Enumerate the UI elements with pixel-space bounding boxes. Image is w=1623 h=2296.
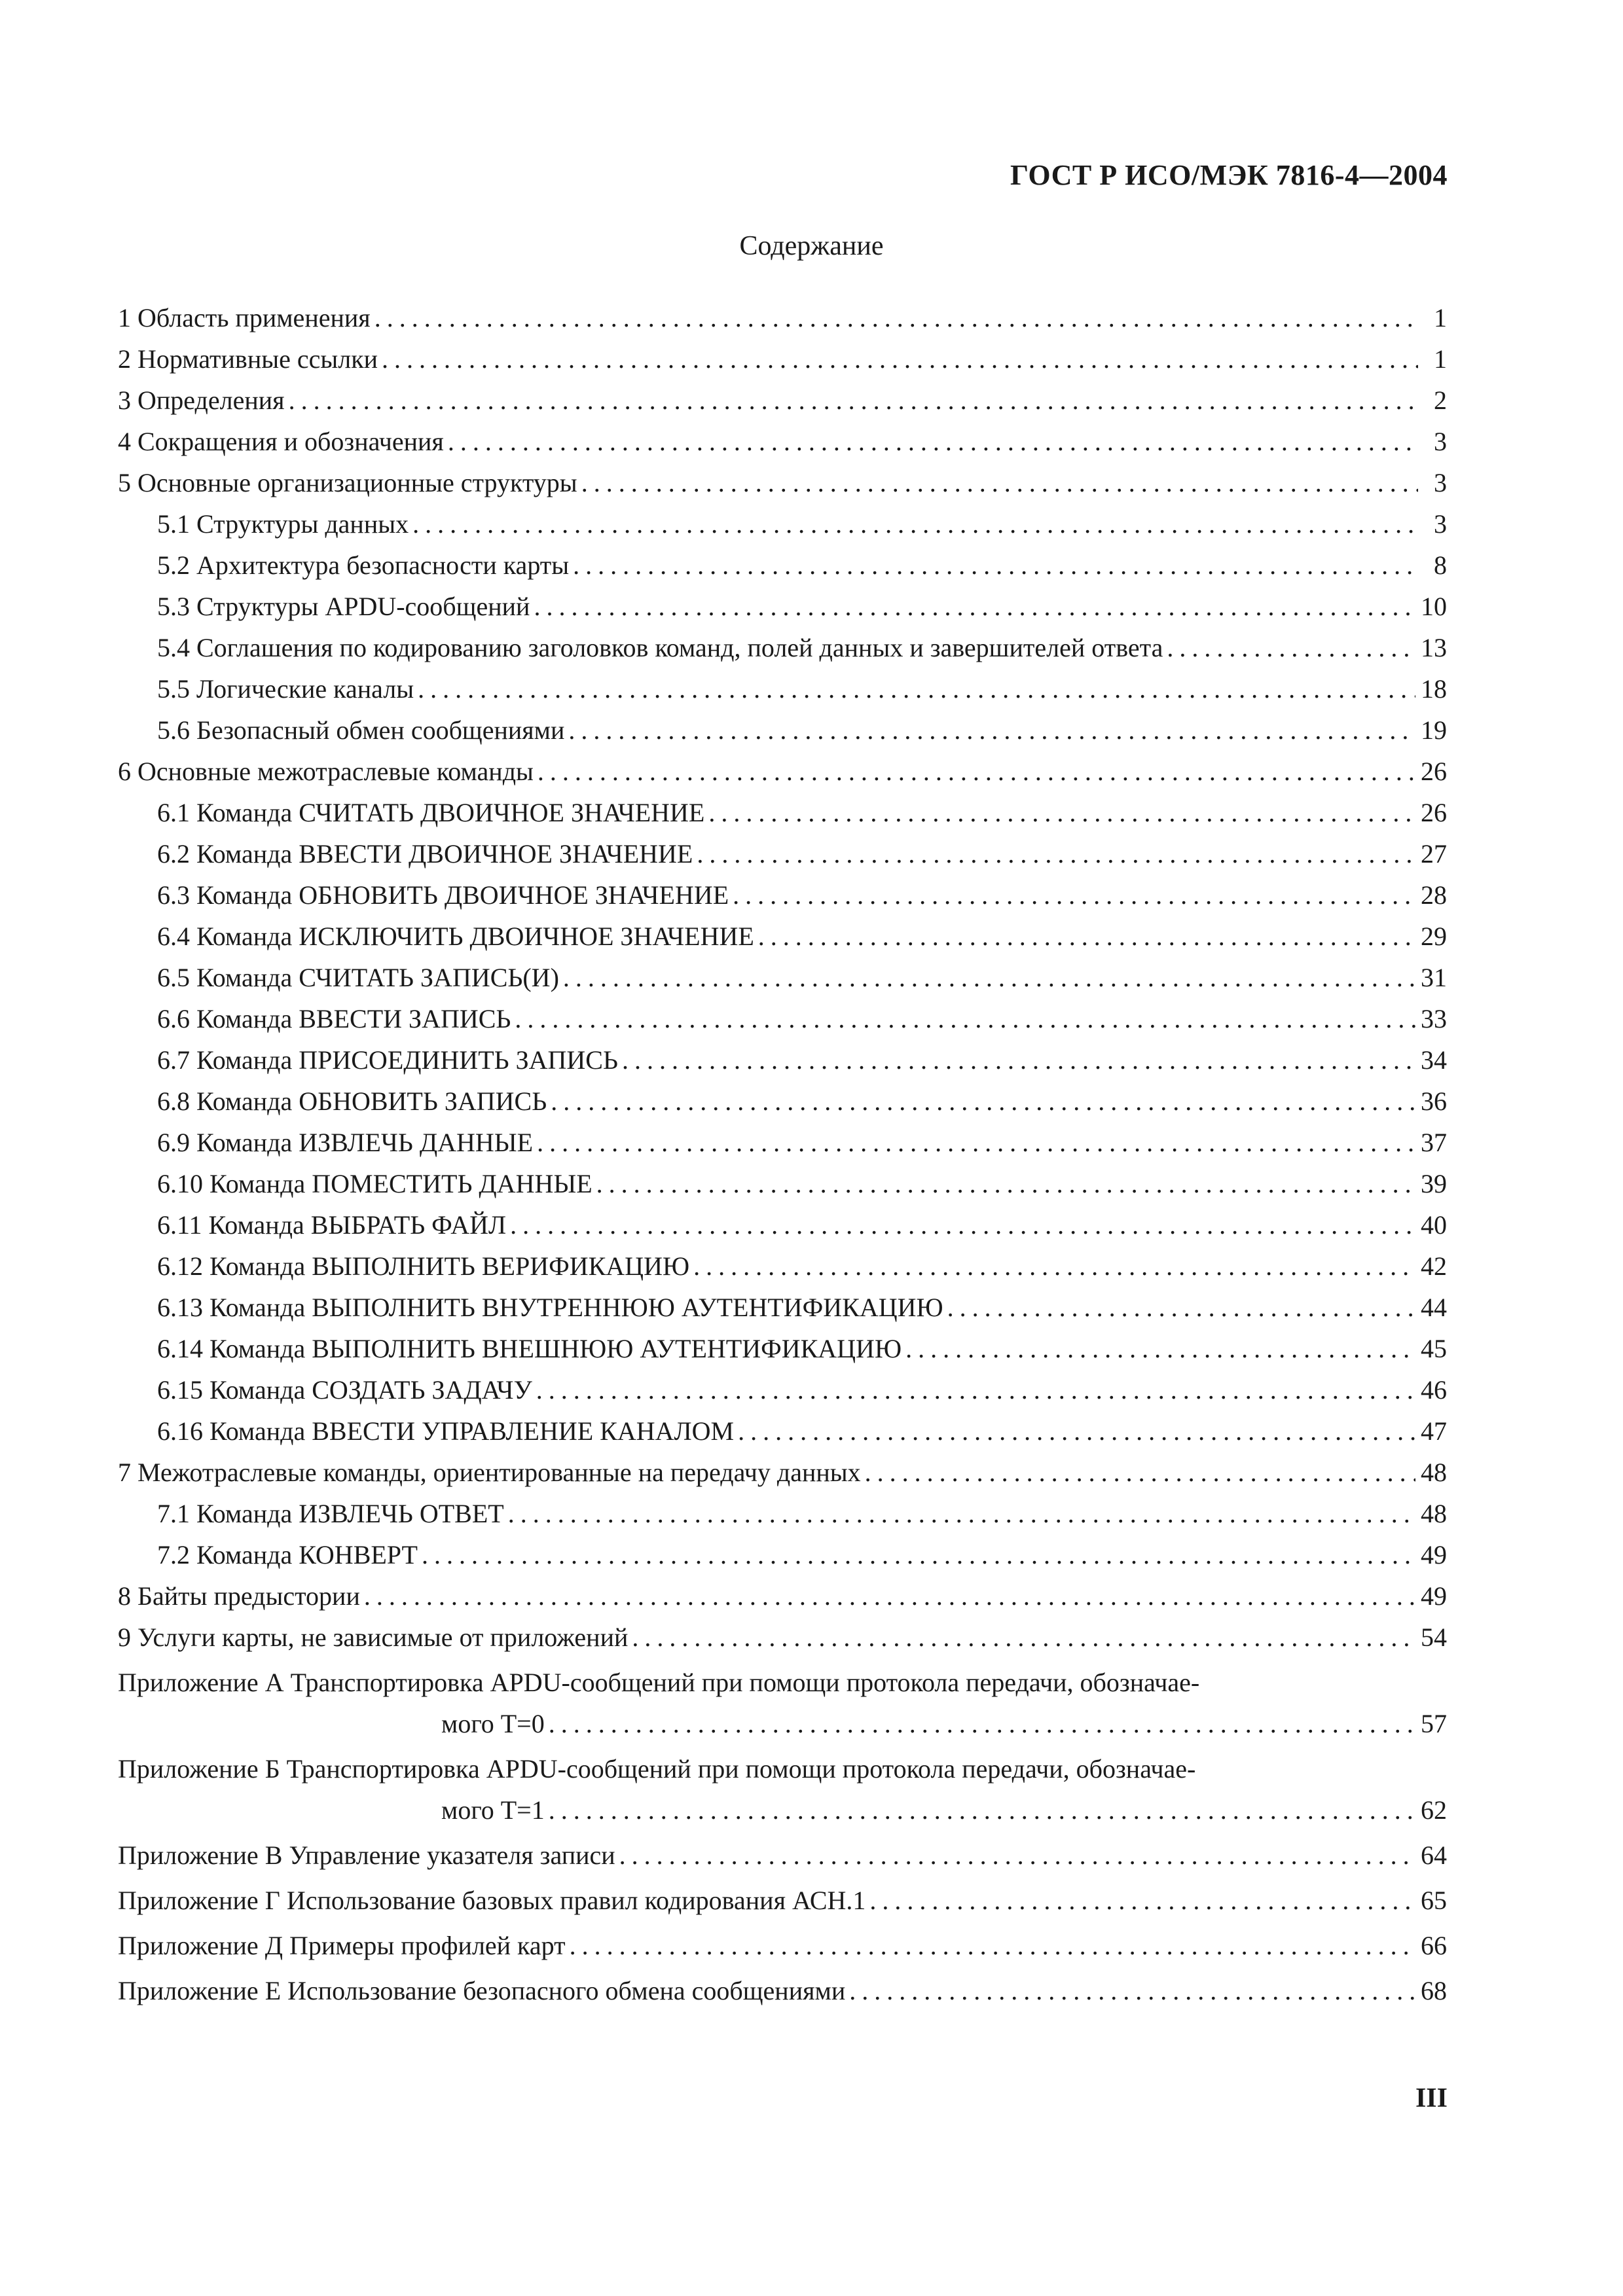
toc-appendix-d[interactable] — [118, 1925, 1447, 1966]
toc-entry-label: 7 Межотраслевые команды, ориентированные на передачу данных — [118, 1458, 861, 1487]
dot-leader — [708, 792, 1415, 833]
toc-entry-label: Приложение Д Примеры профилей карт — [118, 1931, 566, 1960]
toc-entry-page: 46 — [1421, 1375, 1447, 1405]
toc-entry-page: 3 — [1434, 427, 1447, 456]
toc-appendix-a-line1[interactable] — [118, 1662, 1447, 1703]
dot-leader — [515, 998, 1415, 1039]
toc-entry-page: 33 — [1421, 1004, 1447, 1033]
toc-entry-page: 3 — [1434, 468, 1447, 497]
toc-subentry[interactable] — [118, 1081, 1447, 1122]
toc-entry-label: 6.2 Команда ВВЕСТИ ДВОИЧНОЕ ЗНАЧЕНИЕ — [157, 839, 693, 869]
dot-leader — [422, 1534, 1415, 1575]
toc-entry-page: 49 — [1421, 1581, 1447, 1611]
toc-entry-page: 29 — [1421, 922, 1447, 951]
dot-leader — [738, 1410, 1415, 1452]
toc-entry-page: 13 — [1421, 633, 1447, 662]
toc-entry-page: 8 — [1434, 550, 1447, 580]
dot-leader — [448, 421, 1418, 462]
toc-subentry[interactable] — [118, 792, 1447, 833]
dot-leader — [570, 1925, 1415, 1966]
toc-entry-page: 18 — [1421, 674, 1447, 704]
toc-entry-label: 5.6 Безопасный обмен сообщениями — [157, 715, 565, 745]
toc-entry-page: 28 — [1421, 880, 1447, 910]
toc-entry-page: 65 — [1421, 1886, 1447, 1915]
toc-entry-label: 6.14 Команда ВЫПОЛНИТЬ ВНЕШНЮЮ АУТЕНТИФИКАЦИЮ — [157, 1334, 902, 1363]
toc-entry-page: 27 — [1421, 839, 1447, 869]
toc-entry-page: 26 — [1421, 757, 1447, 786]
toc-entry[interactable] — [118, 1575, 1447, 1617]
toc-entry-label: 5.3 Структуры APDU-сообщений — [157, 592, 530, 621]
dot-leader — [549, 1703, 1415, 1744]
toc-entry-page: 62 — [1421, 1795, 1447, 1825]
dot-leader — [364, 1575, 1415, 1617]
toc-entry-label: Приложение Г Использование базовых правил кодирования АСН.1 — [118, 1886, 866, 1915]
toc-appendix-e[interactable] — [118, 1970, 1447, 2011]
toc-subentry[interactable] — [118, 957, 1447, 998]
toc-entry-page: 57 — [1421, 1709, 1447, 1738]
dot-leader — [534, 586, 1415, 627]
toc-appendix-b-line2[interactable] — [118, 1789, 1447, 1831]
dot-leader — [536, 1369, 1415, 1410]
toc-subentry[interactable] — [118, 1369, 1447, 1410]
toc-entry-label: Приложение В Управление указателя записи — [118, 1840, 615, 1870]
toc-entry-label: 1 Область применения — [118, 303, 371, 332]
toc-subentry[interactable] — [118, 1534, 1447, 1575]
toc-subentry[interactable] — [118, 545, 1447, 586]
toc-subentry[interactable] — [118, 874, 1447, 916]
toc-title: Содержание — [739, 231, 884, 261]
toc-entry-page: 47 — [1421, 1416, 1447, 1446]
dot-leader — [537, 1122, 1415, 1163]
toc-entry-page: 68 — [1421, 1976, 1447, 2005]
toc-entry-page: 1 — [1434, 344, 1447, 374]
toc-subentry[interactable] — [118, 1287, 1447, 1328]
toc-subentry[interactable] — [118, 627, 1447, 668]
dot-leader — [418, 668, 1415, 709]
toc-subentry[interactable] — [118, 1039, 1447, 1081]
toc-entry[interactable] — [118, 1617, 1447, 1658]
dot-leader — [697, 833, 1415, 874]
toc-entry-label: 5 Основные организационные структуры — [118, 468, 577, 497]
toc-entry-label: 7.2 Команда КОНВЕРТ — [157, 1540, 418, 1570]
toc-entry[interactable] — [118, 380, 1447, 421]
toc-appendix-a-line2[interactable] — [118, 1703, 1447, 1744]
page-number: III — [1415, 2083, 1448, 2113]
toc-entry-label: 5.4 Соглашения по кодированию заголовков команд, полей данных и завершителей ответа — [157, 633, 1163, 662]
toc-entry-page: 44 — [1421, 1293, 1447, 1322]
toc-entry-page: 2 — [1434, 386, 1447, 415]
toc-subentry[interactable] — [118, 1122, 1447, 1163]
dot-leader — [693, 1246, 1415, 1287]
toc-entry-label: 6.8 Команда ОБНОВИТЬ ЗАПИСЬ — [157, 1086, 547, 1116]
dot-leader — [573, 545, 1418, 586]
toc-entry-label: 5.5 Логические каналы — [157, 674, 414, 704]
toc-subentry[interactable] — [118, 1410, 1447, 1452]
toc-entry-page: 66 — [1421, 1931, 1447, 1960]
toc-entry-label: 9 Услуги карты, не зависимые от приложений — [118, 1623, 629, 1652]
toc-subentry[interactable] — [118, 668, 1447, 709]
toc-entry-label: 6.13 Команда ВЫПОЛНИТЬ ВНУТРЕННЮЮ АУТЕНТИФИКАЦИЮ — [157, 1293, 943, 1322]
dot-leader — [563, 957, 1415, 998]
toc-entry-label: 6.11 Команда ВЫБРАТЬ ФАЙЛ — [157, 1210, 507, 1240]
toc-entry-label: 6.4 Команда ИСКЛЮЧИТЬ ДВОИЧНОЕ ЗНАЧЕНИЕ — [157, 922, 754, 951]
toc-entry-label: Приложение Б Транспортировка APDU-сообщений при помощи протокола передачи, обозначае- — [118, 1754, 1196, 1784]
toc-entry-page: 49 — [1421, 1540, 1447, 1570]
toc-entry-label: 6.12 Команда ВЫПОЛНИТЬ ВЕРИФИКАЦИЮ — [157, 1251, 690, 1281]
dot-leader — [947, 1287, 1415, 1328]
toc-entry-page: 45 — [1421, 1334, 1447, 1363]
dot-leader — [758, 916, 1415, 957]
dot-leader — [289, 380, 1418, 421]
toc-entry-label: 5.2 Архитектура безопасности карты — [157, 550, 570, 580]
toc-entry-page: 26 — [1421, 798, 1447, 827]
toc-entry-label: 6.10 Команда ПОМЕСТИТЬ ДАННЫЕ — [157, 1169, 593, 1198]
toc-subentry[interactable] — [118, 1163, 1447, 1204]
toc-entry-label: 4 Сокращения и обозначения — [118, 427, 444, 456]
toc-subentry[interactable] — [118, 833, 1447, 874]
toc-entry-label: 6.16 Команда ВВЕСТИ УПРАВЛЕНИЕ КАНАЛОМ — [157, 1416, 735, 1446]
toc-entry-label: Приложение Е Использование безопасного обмена сообщениями — [118, 1976, 846, 2005]
toc-entry-label: 5.1 Структуры данных — [157, 509, 409, 539]
toc-subentry[interactable] — [118, 916, 1447, 957]
dot-leader — [538, 751, 1415, 792]
toc-entry-page: 36 — [1421, 1086, 1447, 1116]
toc-subentry[interactable] — [118, 998, 1447, 1039]
toc-entry-label: 6.9 Команда ИЗВЛЕЧЬ ДАННЫЕ — [157, 1128, 534, 1157]
toc-entry-label: Приложение А Транспортировка APDU-сообщений при помощи протокола передачи, обозначае- — [118, 1668, 1200, 1697]
dot-leader — [412, 503, 1418, 545]
dot-leader — [374, 297, 1418, 338]
toc-entry-label: мого Т=1 — [441, 1795, 545, 1825]
dot-leader — [865, 1452, 1415, 1493]
dot-leader — [596, 1163, 1415, 1204]
dot-leader — [733, 874, 1415, 916]
dot-leader — [632, 1617, 1415, 1658]
toc-entry-label: 7.1 Команда ИЗВЛЕЧЬ ОТВЕТ — [157, 1499, 504, 1528]
toc-subentry[interactable] — [118, 503, 1447, 545]
dot-leader — [581, 462, 1418, 503]
toc-entry-label: мого Т=0 — [441, 1709, 545, 1738]
document-code: ГОСТ Р ИСО/МЭК 7816-4—2004 — [1010, 159, 1448, 191]
toc-appendix-g[interactable] — [118, 1880, 1447, 1921]
toc-entry[interactable] — [118, 462, 1447, 503]
toc-entry-page: 19 — [1421, 715, 1447, 745]
toc-entry-page: 54 — [1421, 1623, 1447, 1652]
toc-entry[interactable] — [118, 421, 1447, 462]
dot-leader — [1167, 627, 1415, 668]
dot-leader — [508, 1493, 1415, 1534]
toc-entry[interactable] — [118, 751, 1447, 792]
toc-entry-label: 2 Нормативные ссылки — [118, 344, 378, 374]
toc-entry-label: 6.6 Команда ВВЕСТИ ЗАПИСЬ — [157, 1004, 511, 1033]
toc-subentry[interactable] — [118, 1246, 1447, 1287]
toc-entry-page: 3 — [1434, 509, 1447, 539]
toc-appendix-v[interactable] — [118, 1835, 1447, 1876]
toc-entry-label: 3 Определения — [118, 386, 285, 415]
toc-entry-page: 42 — [1421, 1251, 1447, 1281]
dot-leader — [905, 1328, 1415, 1369]
toc-entry-label: 6.1 Команда СЧИТАТЬ ДВОИЧНОЕ ЗНАЧЕНИЕ — [157, 798, 705, 827]
toc-appendix-b-line1[interactable] — [118, 1748, 1447, 1789]
toc-entry-label: 6 Основные межотраслевые команды — [118, 757, 534, 786]
dot-leader — [510, 1204, 1415, 1246]
toc-entry[interactable] — [118, 1452, 1447, 1493]
toc-entry-label: 6.3 Команда ОБНОВИТЬ ДВОИЧНОЕ ЗНАЧЕНИЕ — [157, 880, 729, 910]
toc-entry-page: 48 — [1421, 1499, 1447, 1528]
toc-entry-page: 31 — [1421, 963, 1447, 992]
toc-subentry[interactable] — [118, 1328, 1447, 1369]
toc-entry-page: 34 — [1421, 1045, 1447, 1075]
toc-entry-page: 40 — [1421, 1210, 1447, 1240]
toc-entry-page: 48 — [1421, 1458, 1447, 1487]
toc-entry-page: 37 — [1421, 1128, 1447, 1157]
toc-entry[interactable] — [118, 338, 1447, 380]
toc-entry-page: 64 — [1421, 1840, 1447, 1870]
toc-entry-page: 39 — [1421, 1169, 1447, 1198]
dot-leader — [849, 1970, 1415, 2011]
toc-subentry[interactable] — [118, 1204, 1447, 1246]
toc-entry-label: 8 Байты предыстории — [118, 1581, 360, 1611]
dot-leader — [622, 1039, 1415, 1081]
toc-entry-label: 6.7 Команда ПРИСОЕДИНИТЬ ЗАПИСЬ — [157, 1045, 618, 1075]
table-of-contents — [118, 297, 1447, 2011]
dot-leader — [551, 1081, 1415, 1122]
toc-entry-page: 1 — [1434, 303, 1447, 332]
dot-leader — [619, 1835, 1415, 1876]
toc-entry-label: 6.5 Команда СЧИТАТЬ ЗАПИСЬ(И) — [157, 963, 559, 992]
toc-entry[interactable] — [118, 297, 1447, 338]
toc-subentry[interactable] — [118, 1493, 1447, 1534]
dot-leader — [869, 1880, 1415, 1921]
dot-leader — [549, 1789, 1415, 1831]
toc-entry-label: 6.15 Команда СОЗДАТЬ ЗАДАЧУ — [157, 1375, 532, 1405]
toc-subentry[interactable] — [118, 709, 1447, 751]
toc-subentry[interactable] — [118, 586, 1447, 627]
dot-leader — [382, 338, 1418, 380]
dot-leader — [568, 709, 1415, 751]
toc-entry-page: 10 — [1421, 592, 1447, 621]
